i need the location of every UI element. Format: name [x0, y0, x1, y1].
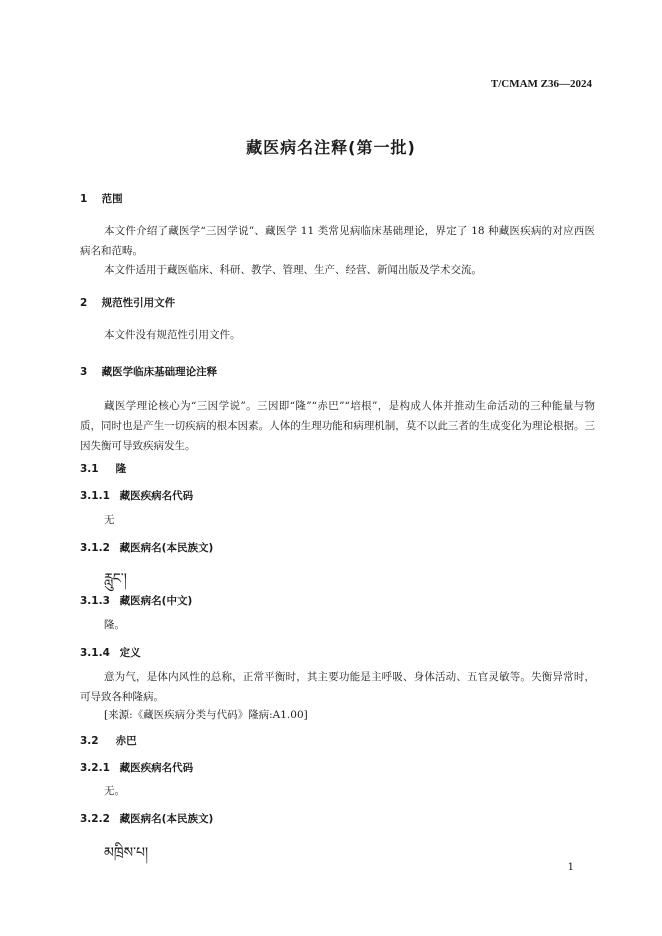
- section-title: 藏医病名(中文): [119, 595, 193, 607]
- section-number: 3.1.1: [80, 490, 110, 502]
- subsection-3-2-1-heading: [80, 760, 193, 775]
- subsection-3-1-3-body: 隆。: [104, 619, 125, 631]
- subsection-3-1-heading: [80, 461, 126, 476]
- section-1-heading: [80, 191, 123, 206]
- section-title: 藏医病名(本民族文): [119, 813, 214, 825]
- section-number: 1: [80, 193, 88, 205]
- section-title: 范围: [101, 193, 123, 205]
- section-number: 3.1.2: [80, 542, 110, 554]
- section-title: 藏医病名(本民族文): [119, 542, 214, 554]
- subsection-3-2-heading: [80, 733, 137, 748]
- page-title: 藏医病名注释(第一批): [246, 138, 416, 157]
- section-title: 规范性引用文件: [101, 297, 176, 309]
- subsection-3-1-4-heading: [80, 645, 141, 660]
- section-title: 藏医疾病名代码: [119, 762, 194, 774]
- definition-paragraph: 意为气，是体内风性的总称，正常平衡时，其主要功能是主呼吸、身体活动、五官灵敏等。失衡异常时，可导致各种隆病。: [80, 671, 595, 703]
- section-number: 3.1.3: [80, 595, 110, 607]
- section-3-paragraph-1: 藏医学理论核心为“三因学说”。三因即“隆”“赤巴”“培根”，是构成人体并推动生命活动的三种能量与物质，同时也是产生一切疾病的根本因素。人体的生理功能和病理机制，莫不以此三者的生成变化为理论根据。三因失衡可导致疾病发生。: [80, 400, 595, 452]
- tibetan-name-rlung: རླུང་།: [104, 571, 127, 587]
- section-title: 藏医疾病名代码: [119, 490, 194, 502]
- section-number: 3.1: [80, 463, 99, 475]
- tibetan-name-mkhris-pa: མཁྲིས་པ།: [104, 845, 149, 861]
- definition-source: [来源:《藏医疾病分类与代码》隆病:A1.00]: [104, 709, 308, 721]
- section-number: 2: [80, 297, 88, 309]
- subsection-3-2-1-body: 无。: [104, 785, 125, 797]
- section-2-heading: [80, 295, 175, 310]
- section-1-paragraph-1: 本文件介绍了藏医学“三因学说”、藏医学 11 类常见病临床基础理论，界定了 18 种藏医疾病的对应西医病名和范畴。: [80, 225, 595, 257]
- section-1-paragraph-2: 本文件适用于藏医临床、科研、教学、管理、生产、经营、新闻出版及学术交流。: [104, 264, 482, 276]
- section-title: 隆: [115, 463, 127, 475]
- subsection-3-1-2-heading: [80, 540, 213, 555]
- section-number: 3: [80, 366, 88, 378]
- section-number: 3.1.4: [80, 647, 110, 659]
- section-2-paragraph-1: 本文件没有规范性引用文件。: [104, 329, 241, 341]
- document-number: T/CMAM Z36—2024: [490, 78, 592, 90]
- subsection-3-1-1-heading: [80, 488, 193, 503]
- subsection-3-2-2-heading: [80, 811, 213, 826]
- section-3-heading: [80, 364, 217, 379]
- subsection-3-1-1-body: 无: [104, 514, 115, 526]
- section-title: 定义: [119, 647, 141, 659]
- subsection-3-1-3-heading: [80, 593, 192, 608]
- page-number: 1: [567, 862, 574, 873]
- section-number: 3.2.2: [80, 813, 110, 825]
- section-number: 3.2: [80, 735, 99, 747]
- section-title: 藏医学临床基础理论注释: [101, 366, 218, 378]
- section-number: 3.2.1: [80, 762, 110, 774]
- section-title: 赤巴: [115, 735, 137, 747]
